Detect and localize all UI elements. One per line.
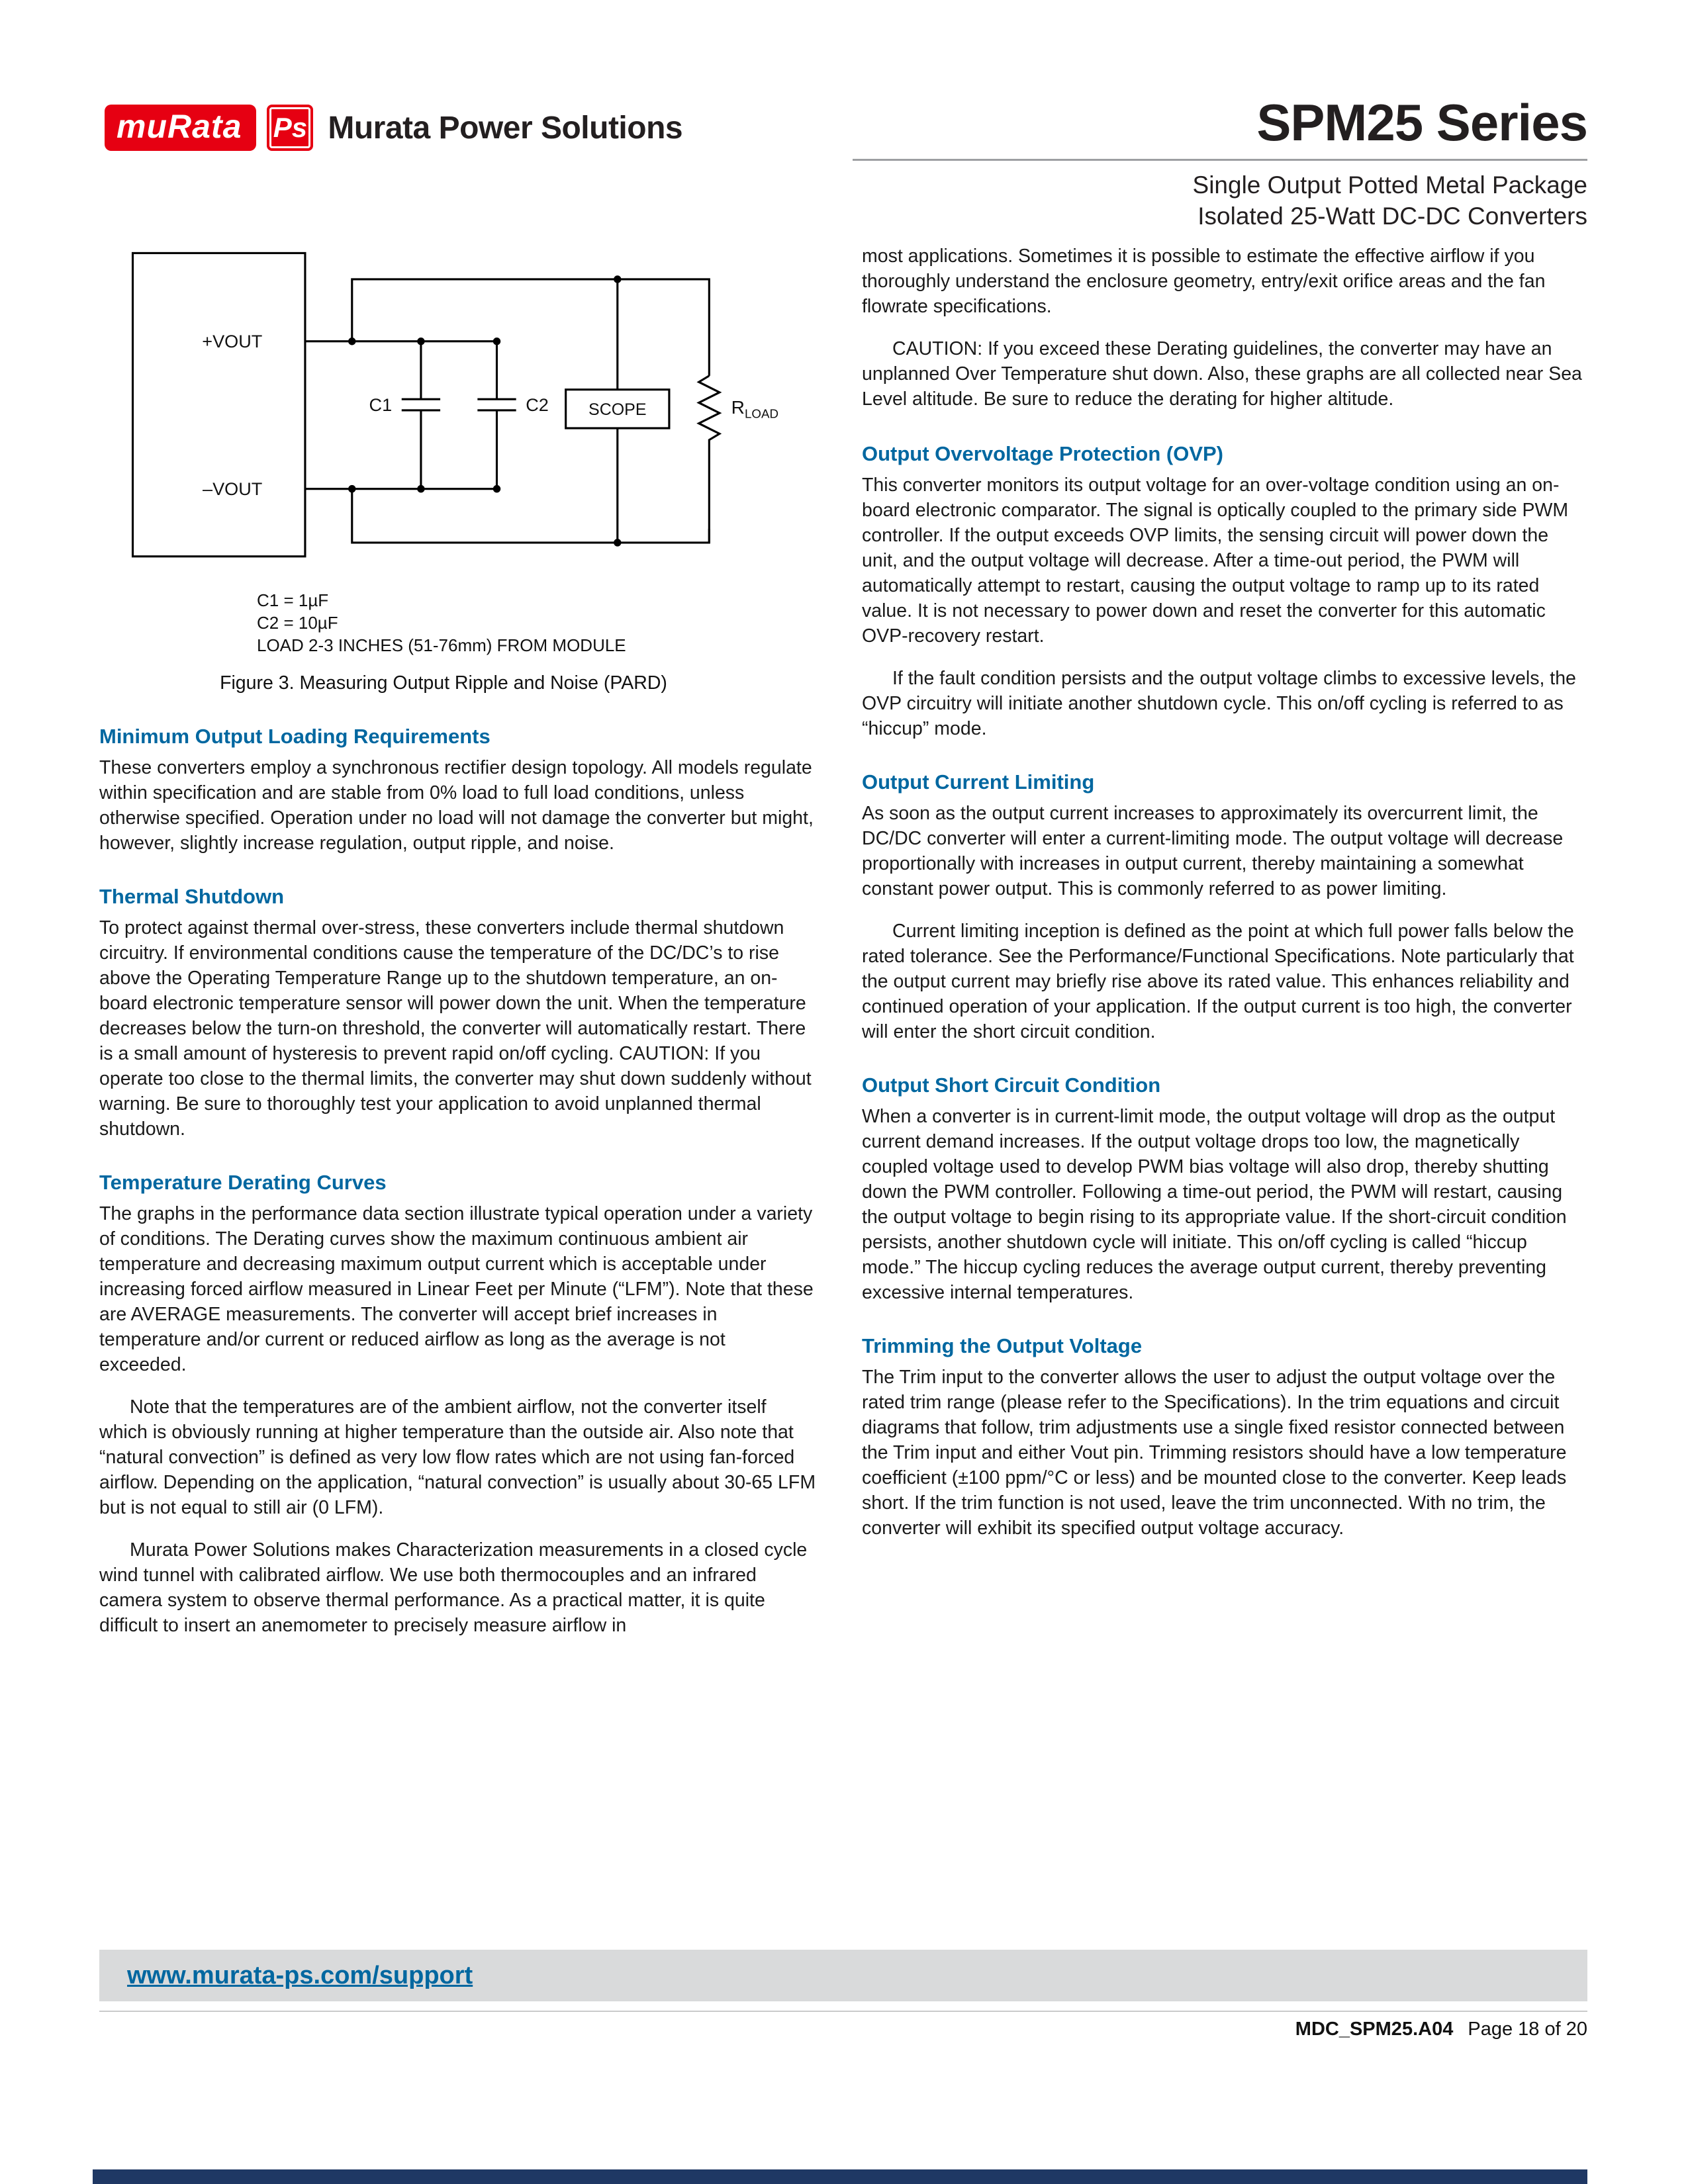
subtitle-line-2: Isolated 25-Watt DC-DC Converters (1197, 203, 1587, 230)
section-output-current-limiting (862, 770, 1587, 1044)
section-thermal-shutdown (99, 885, 818, 1142)
paragraph: Murata Power Solutions makes Characterization measurements in a closed cycle wind tunnel with calibrated airflow. We use both thermocouples and an infrared camera system to observe thermal performance. As a practical matter, it is quite difficult to insert an anemometer to precisely measure airflow in (99, 1539, 808, 1637)
section-heading: Temperature Derating Curves (99, 1171, 387, 1195)
figure-note-c2: C2 = 10µF (257, 613, 338, 633)
paragraph: When a converter is in current-limit mode, the output voltage will drop as the output current demand increases. If the output voltage drops too low, the magnetically coupled voltage used to develop PWM bias voltage will also drop, thereby shutting down the PWM controller. Following a time-out period, the PWM will restart, causing the output voltage to begin rising to its appropriate value. If the short-circuit condition persists, another shutdown cycle will initiate. This on/off cycling is called “hiccup mode.” The hiccup cycling reduces the average output current, thereby preventing excessive internal temperatures. (862, 1106, 1567, 1303)
paragraph: To protect against thermal over-stress, these converters include thermal shutdown circuitry. If environmental conditions cause the temperature of the DC/DC’s to rise above the Operating Temperature Range up to the shutdown temperature, an on-board electronic temperature sensor will power down the unit. When the temperature decreases below the turn-on threshold, the converter will automatically restart. There is a small amount of hysteresis to prevent rapid on/off cycling. CAUTION: If you operate too close to the thermal limits, the converter may shut down suddenly without warning. Be sure to thoroughly test your application to avoid unplanned thermal shutdown. (99, 917, 812, 1140)
paragraph: The graphs in the performance data section illustrate typical operation under a variety of conditions. The Derating curves show the maximum continuous ambient air temperature and decreasing maximum output current which is acceptable under increasing forced airflow measured in Linear Feet per Minute (“LFM”). Note that these are AVERAGE measurements. The converter will accept brief increases in temperature and/or current or reduced airflow as long as the average is not exceeded. (99, 1203, 814, 1376)
figure-note-load: LOAD 2-3 INCHES (51-76mm) FROM MODULE (257, 635, 626, 656)
section-minimum-output-loading (99, 725, 818, 856)
load-resistor-symbol (699, 376, 720, 543)
right-column (862, 244, 1587, 1541)
paragraph: most applications. Sometimes it is possible to estimate the effective airflow if you thoroughly understand the enclosure geometry, entry/exit orifice areas and the fan flowrate specifications. (862, 246, 1546, 317)
doc-subtitle (1193, 169, 1587, 232)
figure-notes (257, 589, 818, 657)
series-title: SPM25 Series (1256, 93, 1587, 152)
page-number: Page 18 of 20 (1468, 2019, 1587, 2040)
continuation-text (862, 244, 1587, 412)
section-short-circuit (862, 1073, 1587, 1305)
scope-label: SCOPE (588, 400, 647, 420)
paragraph-caution: CAUTION: If you exceed these Derating guidelines, the converter may have an unplanned Over Temperature shut down. Also, these graphs are all collected near Sea Level altitude. Be sure to reduce the derating for higher altitude. (862, 338, 1582, 410)
paragraph: If the fault condition persists and the output voltage climbs to excessive levels, the OVP circuitry will initiate another shutdown cycle. This on/off cycling is referred to as “hiccup” mode. (862, 668, 1576, 739)
doc-id: MDC_SPM25.A04 (1295, 2019, 1454, 2040)
figure-3-pard (99, 246, 818, 694)
section-trimming (862, 1334, 1587, 1541)
murata-wordmark-icon: muRata (105, 105, 256, 151)
vout-minus-label: –VOUT (203, 478, 263, 500)
figure-caption: Figure 3. Measuring Output Ripple and Noise (PARD) (220, 672, 667, 694)
section-heading: Minimum Output Loading Requirements (99, 725, 491, 749)
vout-plus-label: +VOUT (202, 331, 263, 352)
c2-label: C2 (526, 394, 549, 415)
circuit-labels (202, 331, 778, 499)
paragraph: Current limiting inception is defined as the point at which full power falls below the rated tolerance. See the Performance/Functional Specifications. Note particularly that the output current may briefly rise above its rated value. This enhances reliability and continued operation of your application. If the output current is too high, the converter will enter the short circuit condition. (862, 921, 1574, 1042)
paragraph: The Trim input to the converter allows the user to adjust the output voltage over the rated trim range (please refer to the Specifications). In the trim equations and circuit diagrams that follow, trim adjustments use a single fixed resistor connected between the Trim input and either Vout pin. Trimming resistors should have a low temperature coefficient (±100 ppm/°C or less) and be mounted close to the converter. Keep leads short. If the trim function is not used, leave the trim unconnected. With no trim, the converter will exhibit its specified output voltage accuracy. (862, 1367, 1567, 1539)
section-temperature-derating (99, 1171, 818, 1638)
bottom-accent-bar (93, 2169, 1587, 2184)
paragraph: As soon as the output current increases to approximately its overcurrent limit, the DC/DC converter will enter a current-limiting mode. The output voltage will decrease proportionally with increases in output current, thereby maintaining a somewhat constant power output. This is commonly referred to as power limiting. (862, 803, 1564, 899)
section-heading: Output Overvoltage Protection (OVP) (862, 442, 1223, 465)
section-ovp (862, 442, 1587, 741)
footer-divider (99, 2011, 1587, 2012)
paragraph: Note that the temperatures are of the ambient airflow, not the converter itself which is obviously running at higher temperature than the outside air. Also note that “natural convection” is defined as very low flow rates which are not using fan-forced airflow. Depending on the application, “natural convection” is usually about 30-65 LFM but is not equal to still air (0 LFM). (99, 1396, 816, 1519)
rload-label: $R_{LOAD}$ (731, 397, 779, 421)
subtitle-line-1: Single Output Potted Metal Package (1192, 171, 1587, 199)
header-divider (853, 159, 1587, 161)
section-heading: Output Short Circuit Condition (862, 1073, 1161, 1097)
footer-doc-info (1295, 2019, 1587, 2040)
figure-note-c1: C1 = 1µF (257, 590, 329, 611)
support-bar (99, 1950, 1587, 2001)
company-name: Murata Power Solutions (328, 110, 683, 146)
support-link[interactable]: www.murata-ps.com/support (127, 1961, 473, 1989)
ps-logo-icon: Ps (267, 105, 313, 151)
murata-logo (105, 105, 682, 151)
left-column (99, 246, 818, 1638)
paragraph: These converters employ a synchronous rectifier design topology. All models regulate within specification and are stable from 0% load to full load conditions, unless otherwise specified. Operation under no load will not damage the converter but might, however, slightly increase regulation, output ripple, and noise. (99, 757, 814, 854)
section-heading: Trimming the Output Voltage (862, 1334, 1143, 1357)
section-heading: Thermal Shutdown (99, 885, 284, 909)
dcdc-module-box (133, 253, 305, 556)
pard-circuit-diagram (124, 246, 786, 584)
c1-label: C1 (369, 394, 393, 415)
paragraph: This converter monitors its output voltage for an over-voltage condition using an on-board electronic comparator. The signal is optically coupled to the primary side PWM controller. If the output exceeds OVP limits, the sensing circuit will power down the unit, and the output voltage will decrease. After a time-out period, the PWM will automatically attempt to restart, causing the output voltage to ramp up to its rated value. It is not necessary to power down and reset the converter for this automatic OVP-recovery restart. (862, 475, 1569, 647)
section-heading: Output Current Limiting (862, 770, 1095, 794)
